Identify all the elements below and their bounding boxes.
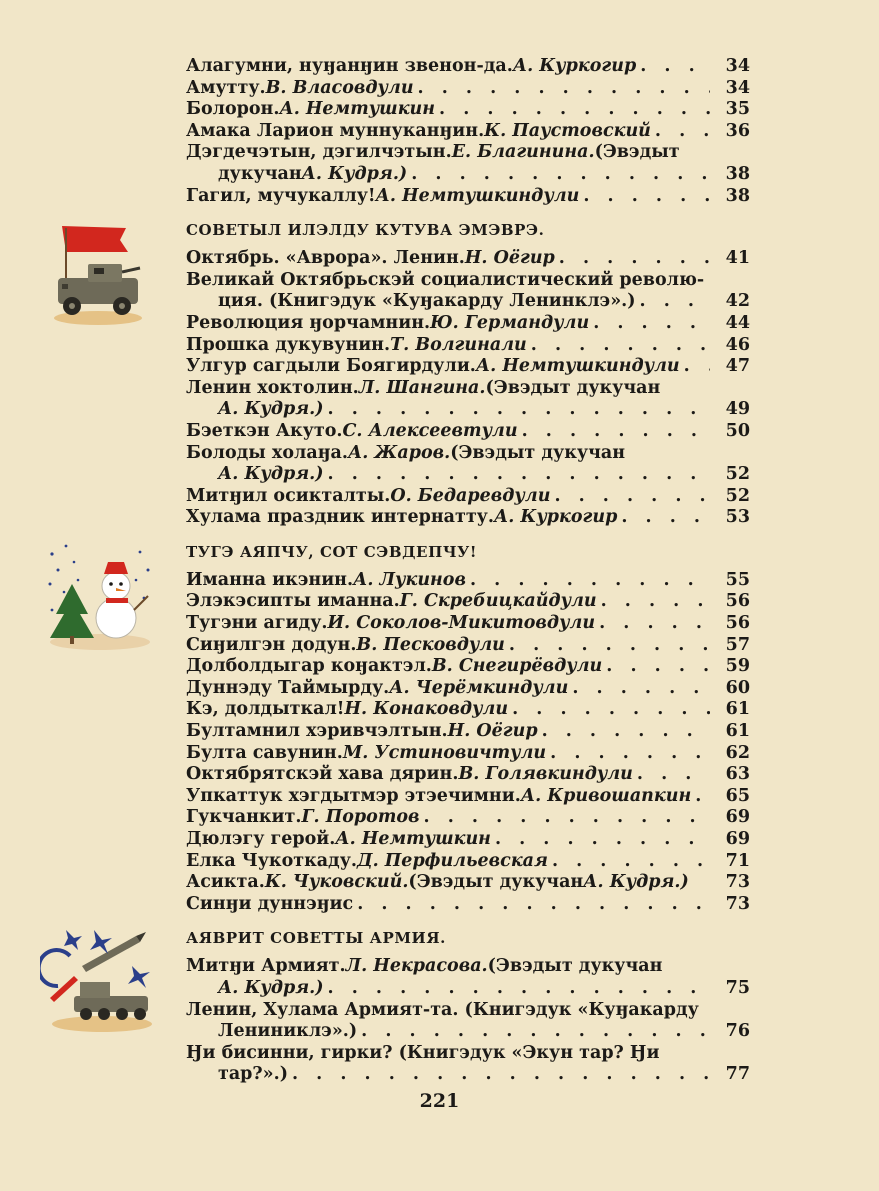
toc-line (186, 186, 750, 208)
entry-title: Улгур сагдыли Боягирдули. (186, 356, 476, 377)
toc-line (186, 978, 750, 1000)
page-ref: 56 (725, 613, 750, 634)
toc-entry (186, 507, 750, 529)
toc-entry (186, 1043, 750, 1086)
leader-dots (589, 313, 710, 335)
page-ref: 46 (725, 334, 750, 355)
toc-entry (186, 335, 750, 357)
leader-dots (508, 699, 710, 721)
toc-line (186, 570, 750, 592)
entry-author: Л. Некрасова. (345, 956, 488, 977)
entry-note: (Эвэдыт дукучан (487, 956, 663, 977)
page-ref: 69 (725, 829, 750, 849)
toc-line (186, 656, 750, 678)
toc-entry (186, 635, 750, 657)
leader-dots (597, 591, 710, 613)
toc-line (186, 1021, 750, 1043)
leader-dots (636, 56, 710, 78)
entry-author: Г. Поротов (301, 807, 420, 828)
page-ref: 36 (725, 120, 750, 141)
entry-author: М. Устиновичтули (342, 742, 547, 763)
entry-title: Октябрятскэй хава дярин. (186, 764, 459, 785)
toc-entry (186, 313, 750, 335)
leader-dots (602, 656, 710, 678)
page-ref: 35 (725, 99, 750, 120)
toc-line (186, 335, 750, 357)
toc-entry (186, 186, 750, 208)
leader-dots (548, 851, 710, 873)
toc-entry (186, 591, 750, 613)
toc-line (186, 464, 750, 486)
entry-title: Митӈи Армият. (186, 956, 346, 977)
entry-author: Г. Скребицкайдули (399, 591, 597, 612)
toc-line (186, 313, 750, 335)
entry-author: К. Чуковский. (264, 872, 409, 893)
toc-line (186, 829, 750, 851)
page-ref: 34 (725, 56, 750, 76)
toc-line (186, 743, 750, 765)
entry-author: Н. Оёгир (464, 248, 555, 269)
entry-author: Н. Конаковдули (344, 699, 509, 720)
page-ref: 76 (725, 1021, 750, 1042)
toc-line (186, 1064, 750, 1086)
entry-author: А. Немтушкиндули (475, 356, 680, 377)
entry-author: А. Немтушкин (335, 829, 491, 849)
toc-entry (186, 486, 750, 508)
toc-line (186, 378, 750, 400)
entry-author: А. Лукинов (353, 569, 466, 590)
entry-title: Бэеткэн Акуто. (186, 420, 343, 441)
toc-line (186, 78, 750, 100)
page-ref: 63 (725, 764, 750, 785)
toc-entry (186, 764, 750, 786)
page-ref: 52 (725, 485, 750, 506)
page-ref: 50 (725, 420, 750, 441)
page-ref: 47 (725, 356, 750, 377)
toc-line (186, 121, 750, 143)
entry-author: Ю. Германдули (430, 312, 590, 333)
page-ref: 65 (725, 785, 750, 806)
entry-author: А. Немтушкин (279, 99, 436, 120)
leader-dots (324, 464, 710, 486)
toc-line (186, 764, 750, 786)
toc-entry (186, 99, 750, 121)
leader-dots (288, 1064, 710, 1086)
entry-title: Болорон. (186, 99, 280, 120)
leader-dots (505, 635, 710, 657)
entry-title: Митӈил осикталты. (186, 485, 391, 506)
page-ref: 69 (725, 807, 750, 828)
entry-title: Болоды холаӈа. (186, 442, 348, 463)
leader-dots (691, 786, 710, 808)
toc-entry (186, 851, 750, 873)
page-ref: 60 (725, 677, 750, 698)
entry-title: Синӈи дуннэӈис (186, 893, 354, 914)
entry-author: А. Кривошапкин (520, 785, 692, 806)
toc-entry (186, 829, 750, 851)
entry-title: Амутту. (186, 77, 266, 98)
entry-title: Ленин хоктолин. (186, 377, 359, 398)
entry-author: В. Песковдули (356, 634, 505, 655)
entry-author: А. Кудря.) (218, 399, 324, 420)
entry-author: И. Соколов-Микитовдули (327, 613, 596, 634)
toc-line (186, 678, 750, 700)
entry-author: А. Черёмкиндули (389, 677, 569, 698)
toc-line (186, 1043, 750, 1065)
entry-title: Великай Октябрьскэй социалистический револю- (186, 269, 705, 290)
entry-title: Кэ, долдыткал! (186, 699, 345, 720)
toc-line (186, 872, 750, 894)
section-heading: ТУГЭ АЯПЧУ, СОТ СЭВДЕПЧУ! (186, 542, 478, 561)
leader-dots (420, 807, 710, 829)
toc-line (186, 291, 750, 313)
toc-entry (186, 613, 750, 635)
entry-author: А. Немтушкиндули (375, 185, 580, 206)
toc-line (186, 164, 750, 186)
toc-entry (186, 678, 750, 700)
toc-line (186, 248, 750, 270)
page-ref: 73 (725, 872, 750, 893)
entry-title: Гагил, мучукаллу! (186, 185, 376, 206)
leader-dots (491, 829, 710, 851)
entry-author: В. Голявкиндули (458, 764, 633, 785)
leader-dots (617, 507, 710, 529)
leader-dots (414, 78, 710, 100)
entry-title: Элэкэсипты иманна. (186, 591, 400, 612)
entry-author: К. Паустовский (484, 120, 651, 141)
entry-title: ция. (Книгэдук «Куӈакарду Ленинклэ».) (218, 291, 636, 312)
table-of-contents (186, 56, 750, 1086)
leader-dots (579, 186, 710, 208)
entry-title: Прошка дукувунин. (186, 334, 391, 355)
toc-line (186, 894, 750, 916)
toc-line (186, 142, 750, 164)
entry-title: Дуннэду Таймырду. (186, 677, 390, 698)
red-flag-armored-car-icon (48, 218, 148, 328)
toc-line (186, 851, 750, 873)
page-number: 221 (419, 1090, 460, 1112)
leader-dots (357, 1021, 710, 1043)
toc-line (186, 721, 750, 743)
entry-author: С. Алексеевтули (342, 420, 518, 441)
entry-title: Бултамнил хэривчэлтын. (186, 721, 448, 742)
page-ref: 61 (725, 699, 750, 720)
entry-title: Елка Чукоткаду. (186, 850, 358, 871)
entry-author: В. Власовдули (265, 77, 414, 98)
entry-title: Лениниклэ».) (218, 1021, 358, 1042)
toc-entry (186, 699, 750, 721)
toc-entry (186, 248, 750, 270)
toc-entry (186, 78, 750, 100)
toc-line (186, 507, 750, 529)
page-ref: 62 (725, 742, 750, 763)
toc-line (186, 486, 750, 508)
entry-title: Булта савунин. (186, 742, 343, 763)
entry-title: Сиӈилгэн додун. (186, 634, 357, 655)
toc-entry (186, 956, 750, 999)
toc-line (186, 956, 750, 978)
entry-author: А. Кудря.) (583, 872, 689, 893)
leader-dots (466, 570, 710, 592)
leader-dots (633, 764, 710, 786)
toc-line (186, 421, 750, 443)
leader-dots (435, 99, 710, 121)
page-ref: 56 (725, 591, 750, 612)
toc-entry (186, 807, 750, 829)
section-heading: СОВЕТЫЛ ИЛЭЛДУ КУТУВА ЭМЭВРЭ. (186, 221, 545, 240)
toc-line (186, 807, 750, 829)
page-ref: 77 (725, 1064, 750, 1085)
toc-entry (186, 443, 750, 486)
entry-author: Е. Благинина. (451, 142, 595, 163)
page-ref: 61 (725, 721, 750, 742)
toc-line (186, 356, 750, 378)
toc-entry (186, 1000, 750, 1043)
rocket-launcher-jets-icon (40, 926, 158, 1036)
leader-dots (546, 743, 710, 765)
leader-dots (550, 486, 710, 508)
entry-author: А. Жаров. (347, 442, 451, 463)
toc-entry (186, 270, 750, 313)
page-ref: 53 (725, 507, 750, 528)
entry-title: Амака Ларион муннуканӈин. (186, 120, 485, 141)
toc-entry (186, 570, 750, 592)
entry-author: А. Куркогир (493, 507, 618, 528)
entry-title: Октябрь. «Аврора». Ленин. (186, 248, 465, 269)
entry-note: (Эвэдыт (594, 142, 680, 163)
section-heading: АЯВРИТ СОВЕТТЫ АРМИЯ. (186, 929, 446, 948)
page-ref: 71 (725, 850, 750, 871)
page-ref: 41 (725, 248, 750, 269)
toc-line (186, 699, 750, 721)
page-ref: 73 (725, 893, 750, 914)
toc-line (186, 635, 750, 657)
entry-author: Т. Волгинали (390, 334, 527, 355)
entry-note: дукучан (218, 163, 302, 184)
entry-note: (Эвэдыт дукучан (408, 872, 584, 893)
entry-note: (Эвэдыт дукучан (485, 377, 661, 398)
toc-entry (186, 121, 750, 143)
leader-dots (555, 248, 710, 270)
entry-note: (Эвэдыт дукучан (450, 442, 626, 463)
toc-entry (186, 786, 750, 808)
page-ref: 44 (725, 312, 750, 333)
entry-title: Революция ӈорчамнин. (186, 312, 431, 333)
leader-dots (595, 613, 710, 635)
toc-entry (186, 894, 750, 916)
entry-title: Хулама праздник интернатту. (186, 507, 494, 528)
entry-title: Алагумни, нуӈанӈин звенон-да. (186, 56, 513, 76)
leader-dots (568, 678, 710, 700)
leader-dots (353, 894, 710, 916)
entry-title: тар?».) (218, 1064, 288, 1085)
toc-entry (186, 721, 750, 743)
page-ref: 34 (725, 77, 750, 98)
toc-line (186, 99, 750, 121)
leader-dots (680, 356, 710, 378)
page-ref: 42 (725, 291, 750, 312)
entry-author: Н. Оёгир (447, 721, 538, 742)
toc-entry (186, 872, 750, 894)
toc-entry (186, 356, 750, 378)
entry-author: А. Кудря.) (301, 163, 408, 184)
entry-title: Дэгдечэтын, дэгилчэтын. (186, 142, 452, 163)
entry-title: Гукчанкит. (186, 807, 302, 828)
entry-author: Д. Перфильевская (357, 850, 548, 871)
entry-title: Иманна икэнин. (186, 569, 354, 590)
entry-title: Упкаттук хэгдытмэр этэечимни. (186, 785, 521, 806)
leader-dots (538, 721, 710, 743)
toc-line (186, 399, 750, 421)
entry-author: А. Кудря.) (218, 977, 324, 998)
toc-line (186, 591, 750, 613)
entry-title: Асикта. (186, 872, 265, 893)
entry-author: В. Снегирёвдули (431, 656, 603, 677)
toc-line (186, 613, 750, 635)
leader-dots (527, 335, 710, 357)
entry-title: Ӈи бисинни, гирки? (Книгэдук «Экун тар? Ӈи (186, 1042, 660, 1063)
toc-entry (186, 743, 750, 765)
entry-title: Долболдыгар коӈактэл. (186, 656, 432, 677)
entry-title: Тугэни агиду. (186, 613, 328, 634)
toc-line (186, 786, 750, 808)
page-ref: 38 (725, 185, 750, 206)
page-ref: 55 (725, 569, 750, 590)
leader-dots (324, 399, 710, 421)
page-ref: 57 (725, 634, 750, 655)
entry-title: Ленин, Хулама Армият-та. (Книгэдук «Куӈакарду (186, 999, 699, 1020)
entry-author: А. Куркогир (512, 56, 637, 76)
page-ref: 75 (725, 977, 750, 998)
snowman-fir-tree-icon (44, 540, 156, 652)
page-ref: 38 (725, 163, 750, 184)
leader-dots (407, 164, 710, 186)
toc-entry (186, 378, 750, 421)
entry-author: А. Кудря.) (218, 464, 324, 485)
toc-entry (186, 142, 750, 185)
leader-dots (518, 421, 710, 443)
toc-line (186, 1000, 750, 1022)
entry-author: О. Бедаревдули (390, 485, 551, 506)
leader-dots (324, 978, 710, 1000)
entry-title: Дюлэгу герой. (186, 829, 336, 849)
page-ref: 49 (725, 399, 750, 420)
toc-entry (186, 56, 750, 78)
toc-entry (186, 656, 750, 678)
entry-author: Л. Шангина. (358, 377, 486, 398)
toc-line (186, 56, 750, 78)
toc-line (186, 270, 750, 292)
toc-line (186, 443, 750, 465)
toc-entry (186, 421, 750, 443)
page-ref: 59 (725, 656, 750, 677)
leader-dots (651, 121, 710, 143)
leader-dots (636, 291, 710, 313)
page-ref: 52 (725, 464, 750, 485)
